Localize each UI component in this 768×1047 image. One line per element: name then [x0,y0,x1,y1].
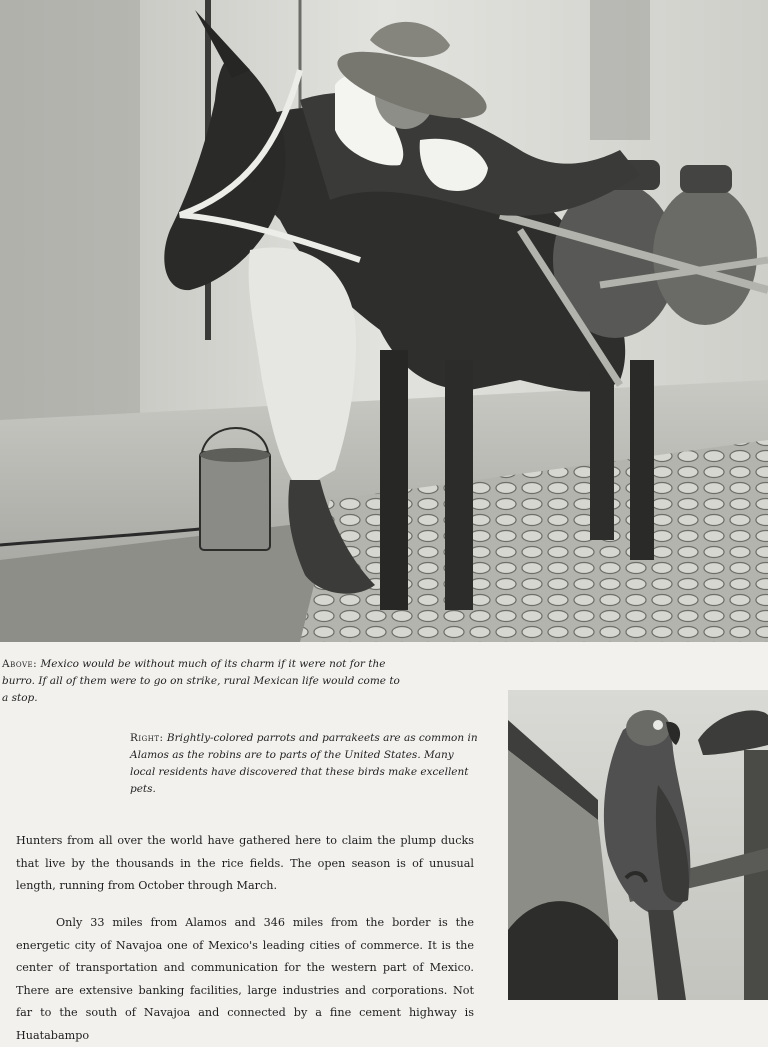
caption-above-lead: Above: [2,658,38,670]
caption-above-text: Mexico would be without much of its charm if it were not for the burro. If all of them were to go on strike, rural Mexican life would come to a stop. [2,658,400,704]
body-paragraph-ducks: Hunters from all over the world have gathered here to claim the plump ducks that live by the thousands in the rice fields. The open season is of unusual length, running from October through March. [16,834,474,893]
caption-right-lead: Right: [130,732,164,744]
caption-right [130,730,480,798]
body-paragraph-navajoa: Only 33 miles from Alamos and 346 miles from the border is the energetic city of Navajoa one of Mexico's leading cities of commerce. It is the center of transportation and communication for the western part of Mexico. There are extensive banking facilities, large industries and corporations. Not far to the south of Navajoa and connected by a fine cement highway is Huatabampo [16,916,474,1042]
parrot-photo-illustration [508,690,768,1000]
parrot-photo [508,690,768,1000]
caption-above [2,656,402,707]
caption-right-text: Brightly-colored parrots and parrakeets are as common in Alamos as the robins are to parts of the United States. Many local residents have discovered that these birds make excellent pets. [130,732,478,795]
